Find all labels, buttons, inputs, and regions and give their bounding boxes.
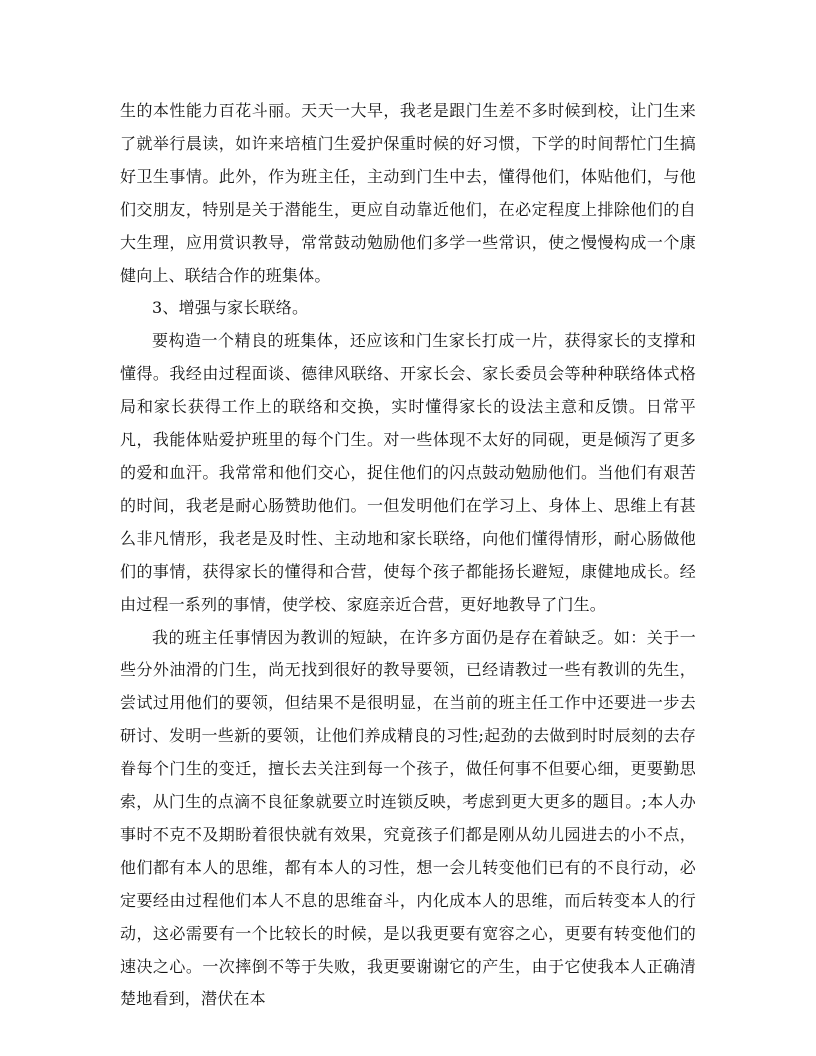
paragraph-class-collective: 生的本性能力百花斗丽。天天一大早，我老是跟门生差不多时候到校，让门生来了就举行晨读，如许来培植门生爱护保重时候的好习惯，下学的时间帮忙门生搞好卫生事情。此外，作为班主任，主动到门生中去，懂得他们，体贴他们，与他们交朋友，特别是关于潜能生，更应自动靠近他们，在必定程度上排除他们的自大生理，应用赏识教导，常常鼓动勉励他们多学一些常识，使之慢慢构成一个康健向上、联结合作的班集体。 [120,101,696,285]
document-page [120,95,696,1016]
paragraph-shortcomings: 我的班主任事情因为教训的短缺，在许多方面仍是存在着缺乏。如：关于一些分外油滑的门生，尚无找到很好的教导要领，已经请教过一些有教训的先生，尝试过用他们的要领，但结果不是很明显，在当前的班主任工作中还要进一步去研讨、发明一些新的要领，让他们养成精良的习性;起劲的去做到时时辰刻的去存眷每个门生的变迁，擅长去关注到每一个孩子，做任何事不但要心细，更要勤思索，从门生的点滴不良征象就要立时连锁反映，考虑到更大更多的题目。;本人办事时不克不及期盼着很快就有效果，究竟孩子们都是刚从幼儿园进去的小不点，他们都有本人的思维，都有本人的习性，想一会儿转变他们已有的不良行动，必定要经由过程他们本人不息的思维奋斗，内化成本人的思维，而后转变本人的行动，这必需要有一个比较长的时候，是以我更要有宽容之心，更要有转变他们的速决之心。一次摔倒不等于失败，我更要谢谢它的产生，由于它使我本人正确清楚地看到，潜伏在本 [120,627,696,1009]
paragraph-parent-contact: 要构造一个精良的班集体，还应该和门生家长打成一片，获得家长的支撑和懂得。我经由过程面谈、德律风联络、开家长会、家长委员会等种种联络体式格局和家长获得工作上的联络和交换，实时懂得家长的设法主意和反馈。日常平凡，我能体贴爱护班里的每个门生。对一些体现不太好的同砚，更是倾泻了更多的爱和血汗。我常常和他们交心，捉住他们的闪点鼓动勉励他们。当他们有艰苦的时间，我老是耐心肠赞助他们。一但发明他们在学习上、身体上、思维上有甚么非凡情形，我老是及时性、主动地和家长联络，向他们懂得情形，耐心肠做他们的事情，获得家长的懂得和合营，使每个孩子都能扬长避短，康健地成长。经由过程一系列的事情，使学校、家庭亲近合营，更好地教导了门生。 [120,331,696,614]
section-heading-parent-contact: 3、增强与家长联络。 [152,298,309,318]
